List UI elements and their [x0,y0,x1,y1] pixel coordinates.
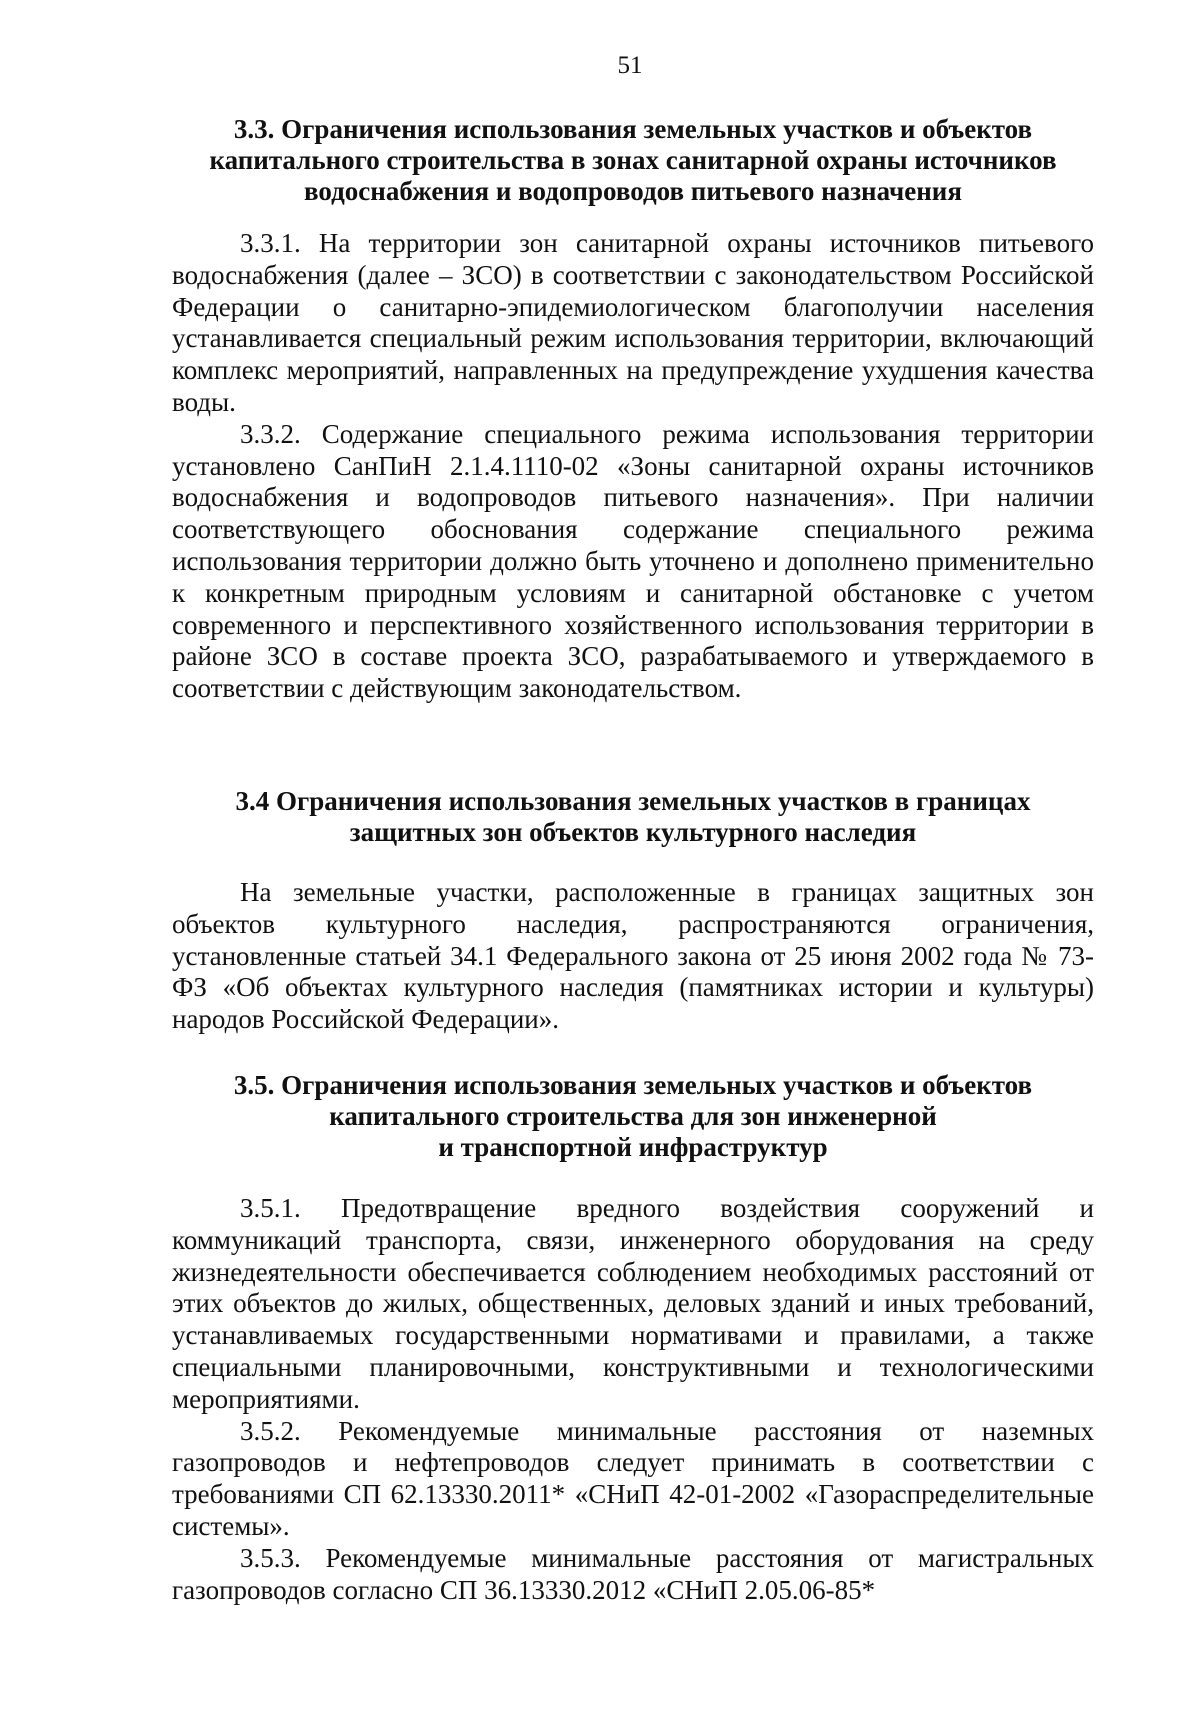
paragraph-3-5-2: 3.5.2. Рекомендуемые минимальные расстояния от наземных газопроводов и нефтепроводов следует принимать в соответствии с требованиями СП 62.13330.2011* «СНиП 42-01-2002 «Газораспределительные системы». [172,1415,1094,1541]
heading-line: 3.3. Ограничения использования земельных участков и объектов [233,114,1033,144]
section-3-5-body [172,1193,1094,1606]
heading-line: капитального строительства для зон инженерной [329,1101,937,1131]
section-3-4-heading [172,786,1094,848]
paragraph-3-3-2: 3.3.2. Содержание специального режима использования территории установлено СанПиН 2.1.4.1110-02 «Зоны санитарной охраны источников водоснабжения и водопроводов питьевого назначения». При наличии соответствующего обоснования содержание специального режима использования территории должно быть уточнено и дополнено применительно к конкретным природным условиям и санитарной обстановке с учетом современного и перспективного хозяйственного использования территории в районе ЗСО в составе проекта ЗСО, разрабатываемого и утверждаемого в соответствии с действующим законодательством. [172,418,1094,704]
section-3-3-heading [172,114,1094,207]
heading-line: защитных зон объектов культурного наследия [349,817,917,847]
paragraph-3-4: На земельные участки, расположенные в границах защитных зон объектов культурного наследия, распространяются ограничения, установленные статьей 34.1 Федерального закона от 25 июня 2002 года № 73-ФЗ «Об объектах культурного наследия (памятниках истории и культуры) народов Российской Федерации». [172,877,1094,1035]
heading-line: капитального строительства в зонах санитарной охраны источников [209,145,1057,175]
paragraph-3-3-1: 3.3.1. На территории зон санитарной охраны источников питьевого водоснабжения (далее – ЗСО) в соответствии с законодательством Российской Федерации о санитарно-эпидемиологическом благополучии населения устанавливается специальный режим использования территории, включающий комплекс мероприятий, направленных на предупреждение ухудшения качества воды. [172,228,1094,417]
heading-line: 3.4 Ограничения использования земельных участков в границах [235,786,1031,816]
paragraph-3-5-3: 3.5.3. Рекомендуемые минимальные расстояния от магистральных газопроводов согласно СП 36.13330.2012 «СНиП 2.05.06-85* [172,1542,1094,1605]
section-3-4-body [172,877,1094,1036]
heading-line: водоснабжения и водопроводов питьевого назначения [304,176,962,206]
paragraph-3-5-1: 3.5.1. Предотвращение вредного воздействия сооружений и коммуникаций транспорта, связи, инженерного оборудования на среду жизнедеятельности обеспечивается соблюдением необходимых расстояний от этих объектов до жилых, общественных, деловых зданий и иных требований, устанавливаемых государственными нормативами и правилами, а также специальными планировочными, конструктивными и технологическими мероприятиями. [172,1193,1094,1414]
page-number: 51 [617,52,643,79]
section-3-3-body [172,228,1094,705]
heading-line: 3.5. Ограничения использования земельных участков и объектов [233,1070,1033,1100]
heading-line: и транспортной инфраструктур [438,1132,828,1162]
section-3-5-heading [172,1070,1094,1163]
